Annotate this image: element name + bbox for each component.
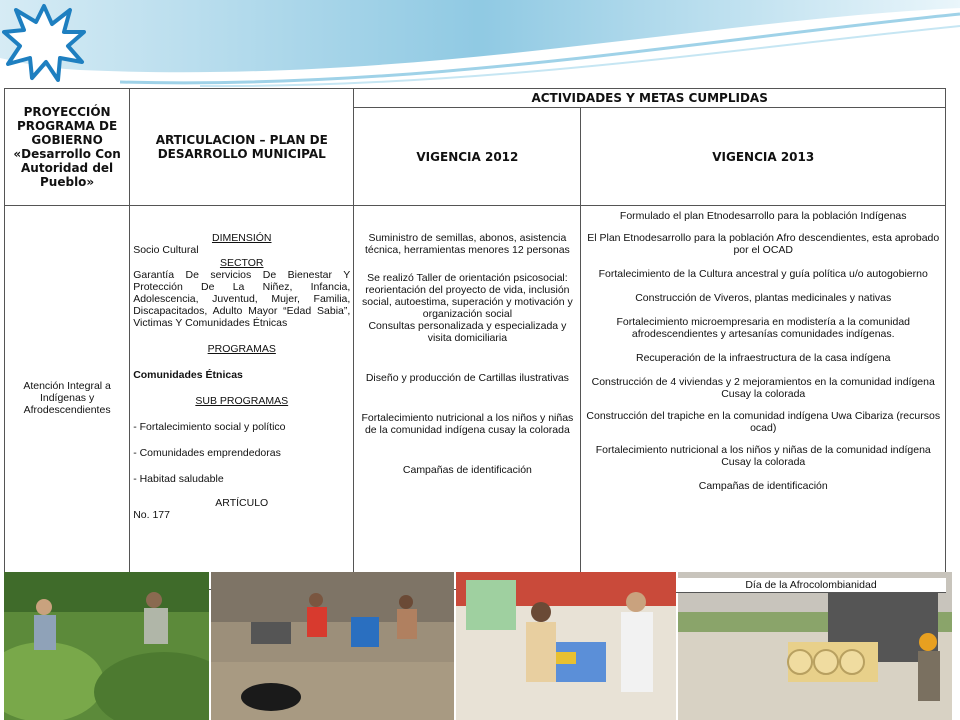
header-articulacion: ARTICULACION – PLAN DE DESARROLLO MUNICIPAL xyxy=(130,89,354,206)
photo-strip xyxy=(4,572,952,720)
sector-label: SECTOR xyxy=(219,257,264,269)
dimension-label: DIMENSIÓN xyxy=(211,232,272,244)
proyeccion-text: Atención Integral a Indígenas y Afrodescendientes xyxy=(23,379,111,416)
activity-2013-5: Fortalecimiento microempresaria en modistería a la comunidad afrodescendientes y artesanías comunidades indígenas. xyxy=(616,316,910,340)
activity-2012-1: Suministro de semillas, abonos, asistencia técnica, herramientas menores 12 personas xyxy=(364,232,570,256)
activity-2012-4: Diseño y producción de Cartillas ilustrativas xyxy=(365,372,569,384)
photo-field-workers xyxy=(4,572,209,720)
activity-2013-4: Construcción de Viveros, plantas medicinales y nativas xyxy=(635,292,892,304)
activity-2012-2: Se realizó Taller de orientación psicosocial: reorientación del proyecto de vida, inclusión social, autoestima, superación y motivación y organización social xyxy=(362,272,573,320)
photo-community-work xyxy=(211,572,454,720)
activities-table xyxy=(4,88,946,590)
activity-2012-6: Campañas de identificación xyxy=(402,464,532,476)
activity-2013-9: Fortalecimiento nutricional a los niños y niñas de la comunidad indígena Cusay la colorada xyxy=(595,444,931,468)
cell-articulacion xyxy=(130,206,354,590)
header-vigencia-2012: VIGENCIA 2012 xyxy=(354,108,581,206)
activity-2013-3: Fortalecimiento de la Cultura ancestral y guía política u/o autogobierno xyxy=(598,268,928,280)
subprogramas-label: SUB PROGRAMAS xyxy=(195,395,289,407)
activity-2012-3: Consultas personalizada y especializada y visita domiciliaria xyxy=(368,320,567,344)
cell-proyeccion xyxy=(5,206,130,590)
programas-value: Comunidades Étnicas xyxy=(133,369,243,381)
activity-2013-2: El Plan Etnodesarrollo para la población Afro descendientes, esta aprobado por el OCAD xyxy=(587,232,940,256)
header-vigencia-2013: VIGENCIA 2013 xyxy=(581,108,946,206)
cell-vigencia-2012 xyxy=(354,206,581,590)
starburst-icon xyxy=(2,2,86,82)
activity-2013-8: Construcción del trapiche en la comunidad indígena Uwa Cibariza (recursos ocad) xyxy=(586,410,941,434)
activity-2012-5: Fortalecimiento nutricional a los niños y niñas de la comunidad indígena cusay la colorada xyxy=(361,412,574,436)
articulo-value: No. 177 xyxy=(133,509,170,521)
subprograma-3: - Habitad saludable xyxy=(133,473,224,485)
sector-value: Garantía De servicios De Bienestar Y Protección De La Niñez, Infancia, Adolescencia, Juventud, Mujer, Familia, Discapacitados, Adulto Mayor “Edad Sabia”, Victimas Y Comunidades Étnicas xyxy=(133,269,351,329)
activity-2013-1: Formulado el plan Etnodesarrollo para la población Indígenas xyxy=(619,210,907,222)
activity-2013-7: Construcción de 4 viviendas y 2 mejoramientos en la comunidad indígena Cusay la colorada xyxy=(591,376,935,400)
photo-medical-consult xyxy=(456,572,676,720)
activity-2013-10: Campañas de identificación xyxy=(698,480,828,492)
header-actividades: ACTIVIDADES Y METAS CUMPLIDAS xyxy=(354,89,946,108)
photo-delivery-truck xyxy=(678,572,952,720)
subprograma-2: - Comunidades emprendedoras xyxy=(133,447,281,459)
header-swoosh xyxy=(0,0,960,90)
subprograma-1: - Fortalecimiento social y político xyxy=(133,421,286,433)
programas-label: PROGRAMAS xyxy=(207,343,276,355)
cell-vigencia-2013 xyxy=(581,206,946,590)
articulo-label: ARTÍCULO xyxy=(215,497,269,509)
activity-2013-6: Recuperación de la infraestructura de la casa indígena xyxy=(635,352,891,364)
activity-2013-11: Día de la Afrocolombianidad xyxy=(676,578,946,593)
dimension-value: Socio Cultural xyxy=(133,244,199,256)
header-proyeccion: PROYECCIÓN PROGRAMA DE GOBIERNO «Desarrollo Con Autoridad del Pueblo» xyxy=(5,89,130,206)
